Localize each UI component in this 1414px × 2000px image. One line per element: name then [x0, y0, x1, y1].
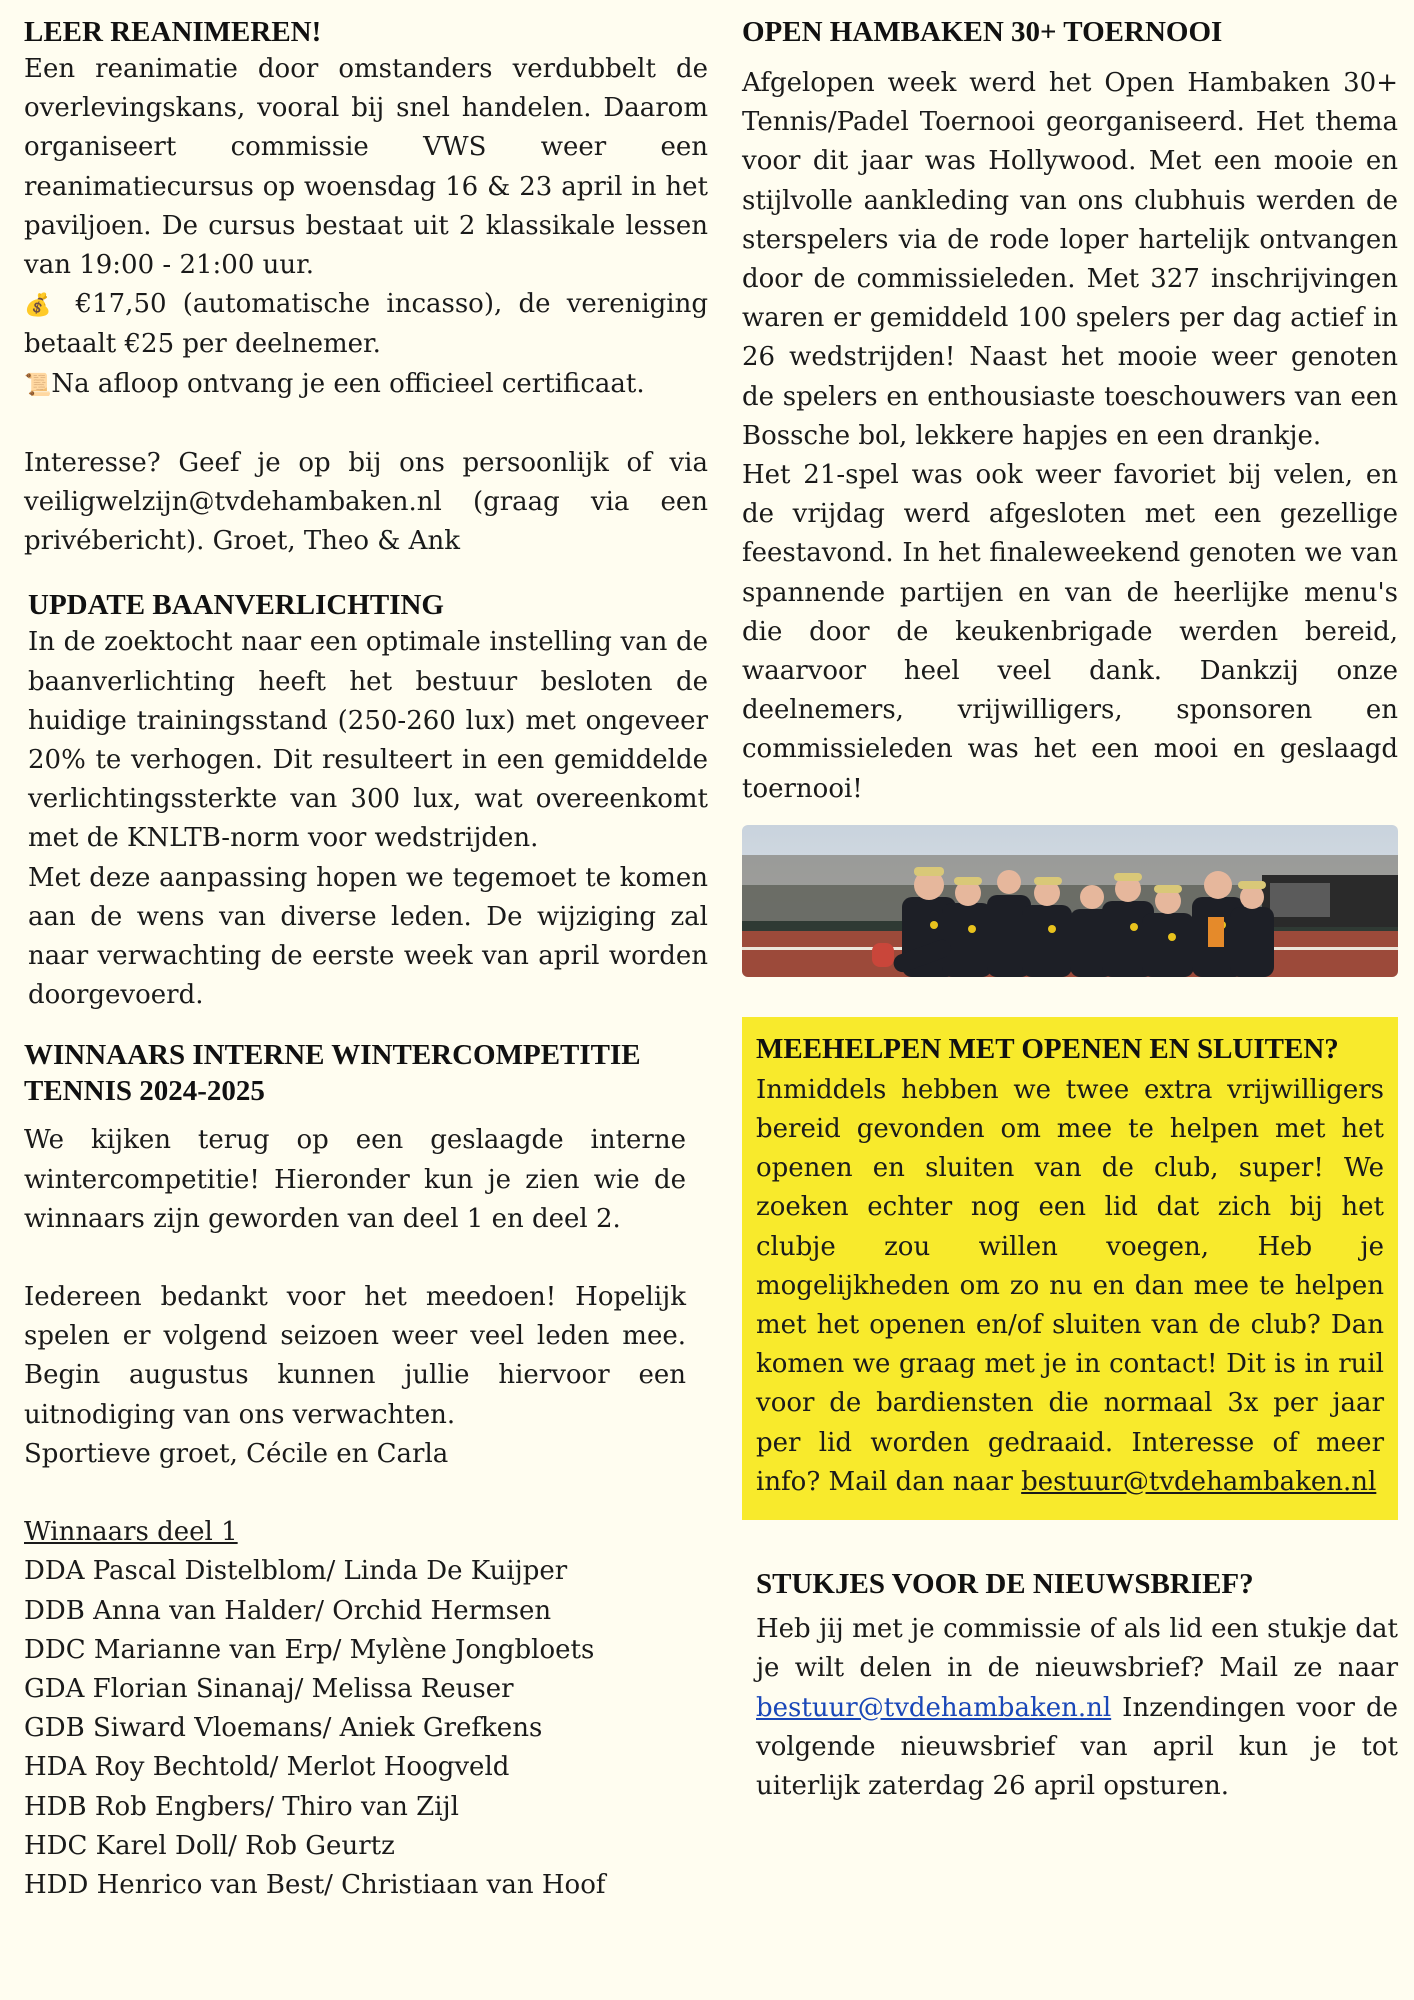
price-line: 💰 €17,50 (automatische incasso), de vereniging betaalt €25 per deelnemer. [24, 289, 708, 360]
team-photo-image [742, 825, 1398, 977]
section-winnaars [24, 1037, 686, 1905]
section-text: We kijken terug op een geslaagde interne wintercompetitie! Hieronder kun je zien wie de winnaars zijn geworden van deel 1 en deel 2. [24, 1125, 686, 1234]
section-text: Sportieve groet, Cécile en Carla [24, 1438, 449, 1469]
section-title: MEEHELPEN MET OPENEN EN SLUITEN? [756, 1032, 1339, 1065]
list-item: GDA Florian Sinanaj/ Melissa Reuser [24, 1673, 514, 1704]
email-link[interactable]: bestuur@tvdehambaken.nl [1021, 1466, 1377, 1497]
section-text: In de zoektocht naar een optimale instelling van de baanverlichting heeft het bestuur besloten de huidige trainingsstand (250-260 lux) met ongeveer 20% te verhogen. Dit resulteert in een gemiddelde verlichtingssterkte van 300 lux, wat overeenkomt met de KNLTB-norm voor wedstrijden. [28, 627, 708, 854]
money-bag-icon: 💰 [24, 293, 60, 319]
section-stukjes [742, 1566, 1398, 1806]
scroll-icon: 📜 [24, 372, 52, 398]
section-text: Een reanimatie door omstanders verdubbelt de overlevingskans, vooral bij snel handelen. Daarom organiseert commissie VWS weer een reanimatiecursus op woensdag 16 & 23 april in het paviljoen. De cursus bestaat uit 2 klassikale lessen van 19:00 - 21:00 uur. [24, 54, 708, 281]
section-toernooi [742, 14, 1398, 809]
left-column [24, 14, 708, 1905]
section-reanimeren [24, 14, 708, 561]
section-title: WINNAARS INTERNE WINTERCOMPETITIE TENNIS 2024-2025 [24, 1039, 641, 1108]
winners-list [24, 1513, 686, 1905]
list-item: GDB Siward Vloemans/ Aniek Grefkens [24, 1713, 543, 1744]
section-text: Inmiddels hebben we twee extra vrijwilligers bereid gevonden om mee te helpen met het openen en sluiten van de club, super! We zoeken echter nog een lid dat zich bij het clubje zou willen voegen, Heb je mogelijkheden om zo nu en dan mee te helpen met het openen en/of sluiten van de club? Dan komen we graag met je in contact! Dit is in ruil voor de bardiensten die normaal 3x per jaar per lid worden gedraaid. Interesse of meer info? Mail dan naar bestuur@tvdehambaken.nl [756, 1074, 1384, 1497]
section-baanverlichting [24, 587, 708, 1015]
list-item: HDD Henrico van Best/ Christiaan van Hoof [24, 1869, 606, 1900]
section-title: UPDATE BAANVERLICHTING [28, 589, 444, 622]
list-item: HDA Roy Bechtold/ Merlot Hoogveld [24, 1752, 510, 1783]
section-text: Met deze aanpassing hopen we tegemoet te komen aan de wens van diverse leden. De wijziging zal naar verwachting de eerste week van april worden doorgevoerd. [28, 862, 708, 1011]
section-text: Interesse? Geef je op bij ons persoonlijk of via veiligwelzijn@tvdehambaken.nl (graag via een privébericht). Groet, Theo & Ank [24, 447, 708, 557]
section-title: LEER REANIMEREN! [24, 16, 322, 48]
email-link[interactable]: bestuur@tvdehambaken.nl [756, 1692, 1112, 1723]
team-photo [742, 825, 1398, 977]
list-item: HDB Rob Engbers/ Thiro van Zijl [24, 1791, 459, 1822]
winners-list-title: Winnaars deel 1 [24, 1517, 238, 1548]
section-text: Het 21-spel was ook weer favoriet bij velen, en de vrijdag werd afgesloten met een gezellige feestavond. In het finaleweekend genoten we van spannende partijen en van de heerlijke menu's die door de keukenbrigade werden bereid, waarvoor heel veel dank. Dankzij onze deelnemers, vrijwilligers, sponsoren en commissieleden was het een mooi en geslaagd toernooi! [742, 460, 1398, 804]
certificate-line: 📜Na afloop ontvang je een officieel certificaat. [24, 368, 645, 399]
list-item: HDC Karel Doll/ Rob Geurtz [24, 1830, 395, 1861]
section-title: STUKJES VOOR DE NIEUWSBRIEF? [756, 1568, 1254, 1601]
section-text: Heb jij met je commissie of als lid een stukje dat je wilt delen in de nieuwsbrief? Mail ze naar bestuur@tvdehambaken.nl Inzendingen voor de volgende nieuwsbrief van april kun je tot uiterlijk zaterdag 26 april opsturen. [756, 1614, 1398, 1801]
list-item: DDA Pascal Distelblom/ Linda De Kuijper [24, 1556, 568, 1587]
section-title: OPEN HAMBAKEN 30+ TOERNOOI [742, 16, 1223, 48]
section-text: Afgelopen week werd het Open Hambaken 30+ Tennis/Padel Toernooi georganiseerd. Het thema voor dit jaar was Hollywood. Met een mooie en stijlvolle aankleding van ons clubhuis werden de sterspelers via de rode loper hartelijk ontvangen door de commissieleden. Met 327 inschrijvingen waren er gemiddeld 100 spelers per dag actief in 26 wedstrijden! Naast het mooie weer genoten de spelers en enthousiaste toeschouwers van een Bossche bol, lekkere hapjes en een drankje. [742, 68, 1398, 451]
section-text: Iedereen bedankt voor het meedoen! Hopelijk spelen er volgend seizoen weer veel leden mee. Begin augustus kunnen jullie hiervoor een uitnodiging van ons verwachten. [24, 1282, 686, 1430]
section-meehelpen [742, 1017, 1398, 1520]
right-column [742, 14, 1398, 1806]
list-item: DDB Anna van Halder/ Orchid Hermsen [24, 1595, 552, 1626]
list-item: DDC Marianne van Erp/ Mylène Jongbloets [24, 1634, 595, 1665]
